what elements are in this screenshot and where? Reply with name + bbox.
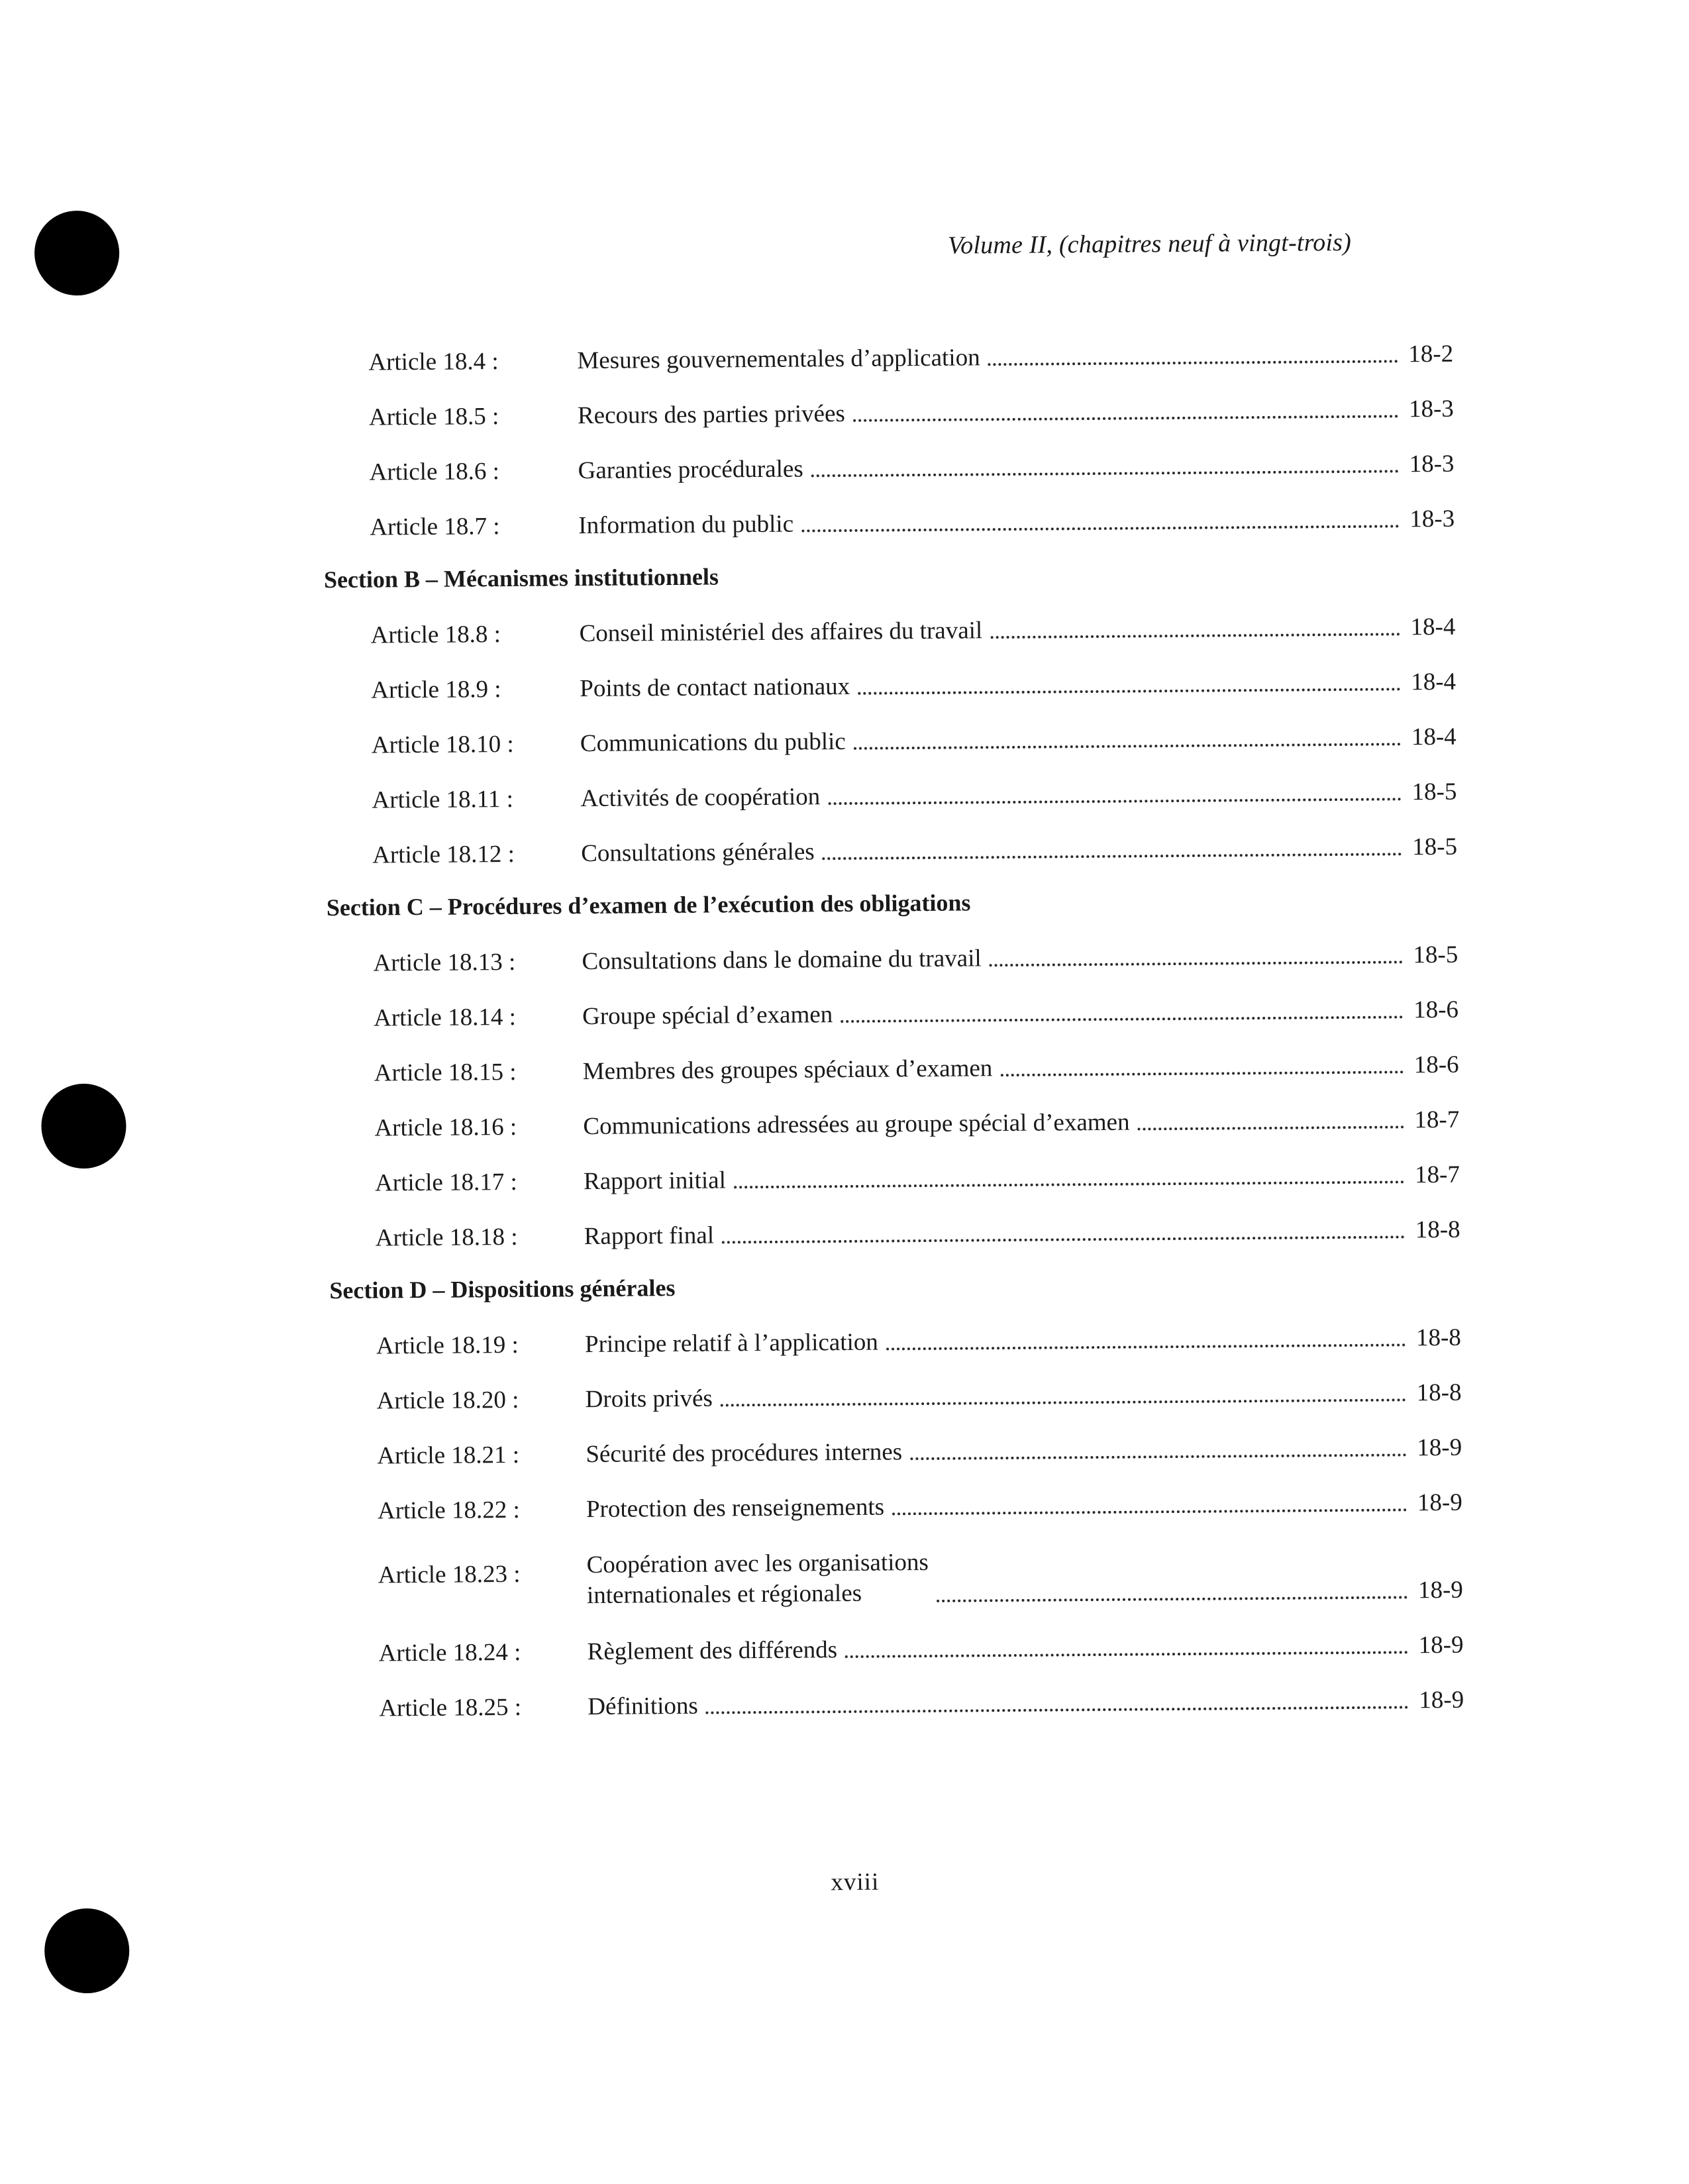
page-reference: 18-4	[1411, 723, 1457, 751]
page-reference: 18-5	[1413, 941, 1459, 969]
article-number: Article 18.21 :	[377, 1441, 520, 1470]
toc-entry	[328, 1086, 1468, 1150]
article-number: Article 18.19 :	[376, 1331, 519, 1360]
article-title: Conseil ministériel des affaires du travail	[579, 617, 983, 648]
article-number: Article 18.13 :	[373, 948, 516, 977]
section-title: Section C – Procédures d’examen de l’exécution des obligations	[326, 889, 971, 921]
article-number: Article 18.5 :	[368, 403, 499, 431]
article-title: Garanties procédurales	[578, 455, 803, 485]
toc-entry	[325, 758, 1465, 822]
page-reference: 18-9	[1418, 1631, 1464, 1659]
toc-entry	[332, 1611, 1472, 1675]
dot-leader	[734, 1180, 1404, 1188]
article-number: Article 18.4 :	[368, 348, 499, 376]
dot-leader	[853, 415, 1398, 421]
article-number: Article 18.12 :	[372, 840, 515, 869]
section-heading-d	[329, 1251, 1469, 1313]
article-title: Groupe spécial d’examen	[582, 1001, 833, 1031]
article-title: Rapport initial	[583, 1167, 727, 1196]
dot-leader	[854, 743, 1401, 749]
page-reference: 18-8	[1415, 1324, 1461, 1352]
toc-entry	[325, 703, 1465, 767]
page-reference: 18-7	[1414, 1106, 1460, 1134]
toc-entry	[329, 1141, 1468, 1205]
article-number: Article 18.16 :	[374, 1113, 517, 1142]
article-title-line: Coopération avec les organisations	[586, 1549, 929, 1579]
page-reference: 18-8	[1416, 1378, 1462, 1407]
toc-entry	[323, 375, 1462, 439]
section-heading-b	[324, 540, 1464, 602]
article-title-line: internationales et régionales	[586, 1579, 862, 1610]
article-number: Article 18.8 :	[370, 621, 501, 649]
article-number: Article 18.20 :	[376, 1386, 519, 1415]
article-title: Consultations dans le domaine du travail	[582, 945, 982, 976]
section-heading-c	[326, 868, 1466, 930]
article-number: Article 18.9 :	[371, 676, 501, 704]
article-title: Protection des renseignements	[586, 1493, 885, 1524]
article-number: Article 18.14 :	[374, 1003, 517, 1032]
article-number: Article 18.10 :	[371, 730, 514, 759]
page-number: xviii	[831, 1868, 880, 1897]
toc-entry	[329, 1196, 1468, 1260]
toc-entry	[326, 813, 1466, 877]
toc-entry	[322, 320, 1462, 384]
page-reference: 18-3	[1409, 450, 1455, 478]
toc-entry	[331, 1469, 1471, 1533]
page-reference: 18-7	[1414, 1161, 1460, 1189]
toc-entry	[333, 1666, 1472, 1730]
toc-entry	[324, 593, 1464, 657]
article-title: Règlement des différends	[587, 1636, 838, 1666]
dot-leader	[845, 1651, 1408, 1658]
page-reference: 18-5	[1411, 778, 1457, 806]
article-title: Membres des groupes spéciaux d’examen	[582, 1055, 993, 1086]
dot-leader	[1138, 1125, 1404, 1130]
toc-entry	[327, 921, 1466, 985]
article-title: Mesures gouvernementales d’application	[577, 344, 980, 375]
article-number: Article 18.25 :	[379, 1693, 522, 1722]
toc-entry	[331, 1414, 1470, 1478]
page-reference: 18-4	[1411, 668, 1457, 696]
page-reference: 18-3	[1409, 505, 1455, 533]
article-title: Points de contact nationaux	[580, 672, 850, 703]
article-number: Article 18.24 :	[378, 1638, 521, 1667]
article-title: Définitions	[588, 1692, 698, 1721]
article-title: Rapport final	[584, 1222, 715, 1251]
dot-leader	[828, 798, 1401, 805]
page-reference: 18-8	[1415, 1216, 1460, 1244]
page-reference: 18-4	[1410, 613, 1456, 641]
article-number: Article 18.23 :	[378, 1560, 521, 1589]
toc-entry	[330, 1359, 1470, 1423]
dot-leader	[1000, 1070, 1403, 1076]
article-title: Sécurité des procédures internes	[586, 1438, 903, 1469]
article-title: Communications adressées au groupe spécial d’examen	[583, 1108, 1130, 1141]
dot-leader	[721, 1398, 1406, 1406]
article-title: Information du public	[578, 510, 794, 540]
running-header: Volume II, (chapitres neuf à vingt-trois)	[947, 228, 1352, 260]
dot-leader	[801, 525, 1399, 532]
toc-entry	[323, 430, 1462, 494]
page-reference: 18-6	[1413, 996, 1459, 1024]
section-title: Section B – Mécanismes institutionnels	[323, 563, 719, 594]
dot-leader	[886, 1343, 1406, 1350]
article-number: Article 18.7 :	[370, 513, 500, 541]
page-reference: 18-3	[1408, 395, 1454, 423]
page-reference: 18-6	[1413, 1051, 1459, 1079]
article-title: Principe relatif à l’application	[584, 1328, 878, 1359]
punch-hole-middle	[41, 1084, 127, 1169]
dot-leader	[706, 1706, 1409, 1714]
page-reference: 18-9	[1419, 1686, 1464, 1714]
article-number: Article 18.15 :	[374, 1058, 517, 1087]
page-reference: 18-9	[1417, 1488, 1462, 1517]
toc-entry	[330, 1304, 1470, 1368]
page-reference: 18-9	[1417, 1576, 1463, 1604]
table-of-contents	[322, 320, 1472, 1730]
toc-entry	[327, 976, 1467, 1040]
article-title: Communications du public	[580, 727, 846, 758]
article-title: Activités de coopération	[580, 783, 821, 813]
dot-leader	[811, 470, 1399, 477]
dot-leader	[990, 961, 1403, 966]
article-title: Consultations générales	[581, 838, 815, 868]
toc-entry	[327, 1031, 1467, 1095]
dot-leader	[990, 633, 1400, 639]
page-reference: 18-5	[1412, 833, 1458, 861]
dot-leader	[910, 1453, 1406, 1460]
article-number: Article 18.22 :	[377, 1496, 520, 1525]
dot-leader	[858, 688, 1400, 694]
punch-hole-top	[34, 211, 120, 296]
article-number: Article 18.17 :	[374, 1168, 518, 1197]
toc-entry	[323, 485, 1463, 549]
toc-entry	[325, 648, 1464, 712]
dot-leader	[841, 1015, 1403, 1023]
section-title: Section D – Dispositions générales	[329, 1274, 676, 1304]
article-title	[586, 1547, 937, 1611]
page-reference: 18-9	[1417, 1433, 1462, 1462]
article-title: Recours des parties privées	[577, 399, 845, 430]
article-title: Droits privés	[585, 1384, 713, 1414]
article-number: Article 18.6 :	[369, 458, 500, 486]
article-number: Article 18.11 :	[372, 785, 514, 814]
article-number: Article 18.18 :	[375, 1223, 518, 1252]
dot-leader	[988, 360, 1398, 366]
punch-hole-bottom	[44, 1908, 130, 1994]
dot-leader	[722, 1235, 1405, 1243]
dot-leader	[823, 853, 1402, 860]
dot-leader	[892, 1508, 1407, 1515]
dot-leader	[937, 1596, 1408, 1602]
toc-entry	[331, 1526, 1471, 1620]
page-reference: 18-2	[1408, 340, 1454, 368]
